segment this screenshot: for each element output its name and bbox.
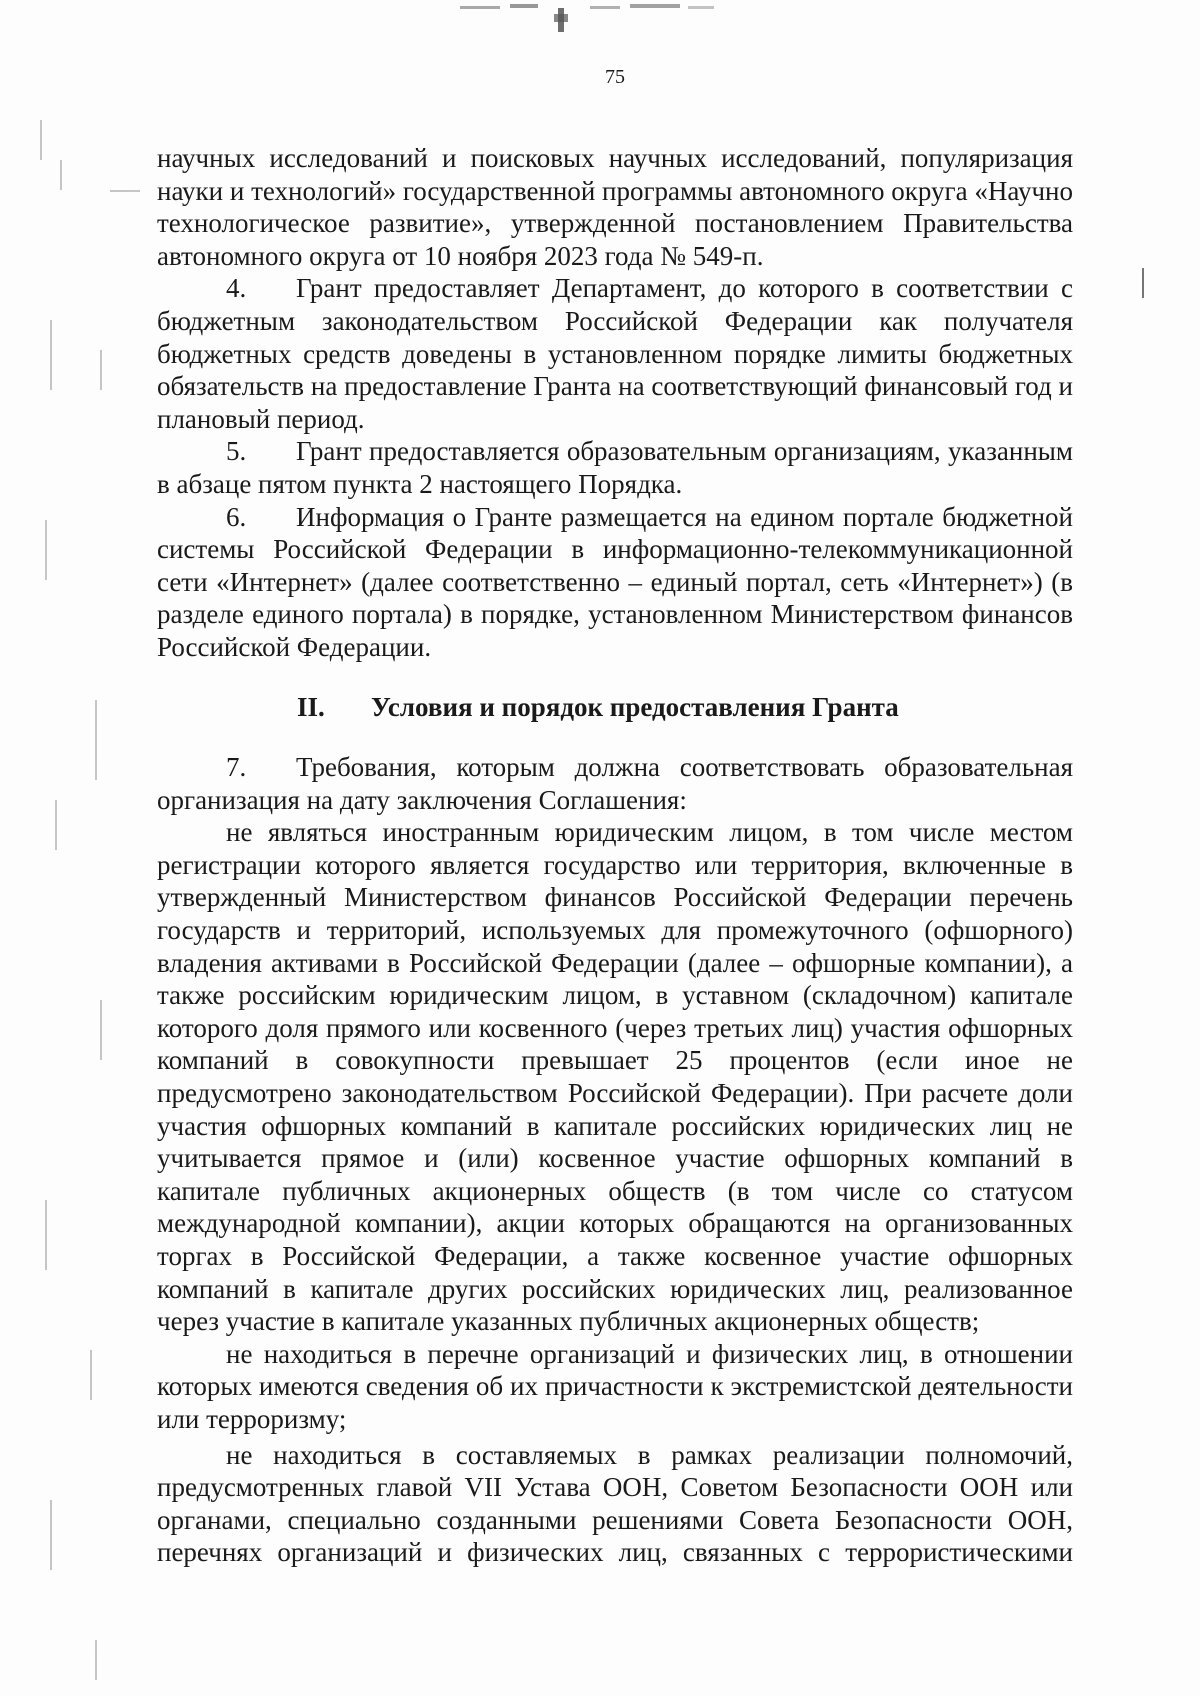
scan-artifact-top (440, 0, 760, 40)
section-heading (157, 691, 1073, 724)
item-text: Требования, которым должна соответствовать образовательная организация на дату заключения Соглашения: (157, 752, 1073, 815)
numbered-item-4 (157, 272, 1073, 435)
item-text: Грант предоставляет Департамент, до которого в соответствии с бюджетным законодательством Российской Федерации как получателя бюджетных средств доведены в установленном порядке лимиты бюджетных обязательств на предоставление Гранта на соответствующий финансовый год и плановый период. (157, 273, 1073, 434)
section-title: Условия и порядок предоставления Гранта (371, 691, 899, 722)
section-number: II. (297, 691, 325, 722)
item-number: 5. (226, 436, 247, 467)
page-number: 75 (605, 66, 625, 88)
scan-artifact-left-margin (0, 100, 140, 1696)
item-number: 6. (226, 501, 247, 532)
item-text: Грант предоставляется образовательным организациям, указанным в абзаце пятом пункта 2 настоящего Порядка. (157, 436, 1073, 499)
item-number: 4. (226, 273, 247, 304)
opening-paragraph: научных исследований и поисковых научных исследований, популяризация науки и технологий» государственной программы автономного округа «Научно технологическое развитие», утвержденной постановлением Правительства автономного округа от 10 ноября 2023 года № 549-п. (157, 143, 1073, 271)
numbered-item-6 (157, 501, 1073, 664)
scan-artifact-right (1138, 268, 1148, 298)
requirement-paragraph: не являться иностранным юридическим лицом, в том числе местом регистрации которого является государство или территория, включенные в утвержденный Министерством финансов Российской Федерации перечень государств и территорий, используемых для промежуточного (офшорного) владения активами в Российской Федерации (далее – офшорные компании), а также российским юридическим лицом, в уставном (складочном) капитале которого доля прямого или косвенного (через третьих лиц) участия офшорных компаний в совокупности превышает 25 процентов (если иное не предусмотрено законодательством Российской Федерации). При расчете доли участия офшорных компаний в капитале российских юридических лиц не учитывается прямое и (или) косвенное участие офшорных компаний в капитале публичных акционерных обществ (в том числе со статусом международной компании), акции которых обращаются на организованных торгах в Российской Федерации, а также косвенное участие офшорных компаний в капитале других российских юридических лиц, реализованное через участие в капитале указанных публичных акционерных обществ; (157, 817, 1073, 1337)
item-text: Информация о Гранте размещается на едином портале бюджетной системы Российской Федерации в информационно-телекоммуникационной сети «Интернет» (далее соответственно – единый портал, сеть «Интернет») (в разделе единого портала) в порядке, установленном Министерством финансов Российской Федерации. (157, 501, 1073, 662)
requirement-paragraph: не находиться в перечне организаций и физических лиц, в отношении которых имеются сведения об их причастности к экстремистской деятельности или терроризму; (157, 1338, 1073, 1434)
numbered-item-7 (157, 751, 1073, 816)
document-body (157, 142, 1073, 1569)
item-number: 7. (226, 752, 247, 783)
numbered-item-5 (157, 435, 1073, 500)
requirement-paragraph: не находиться в составляемых в рамках реализации полномочий, предусмотренных главой VII Устава ООН, Советом Безопасности ООН или органами, специально созданными решениями Совета Безопасности ООН, перечнях организаций и физических лиц, связанных с террористическими (157, 1439, 1073, 1568)
